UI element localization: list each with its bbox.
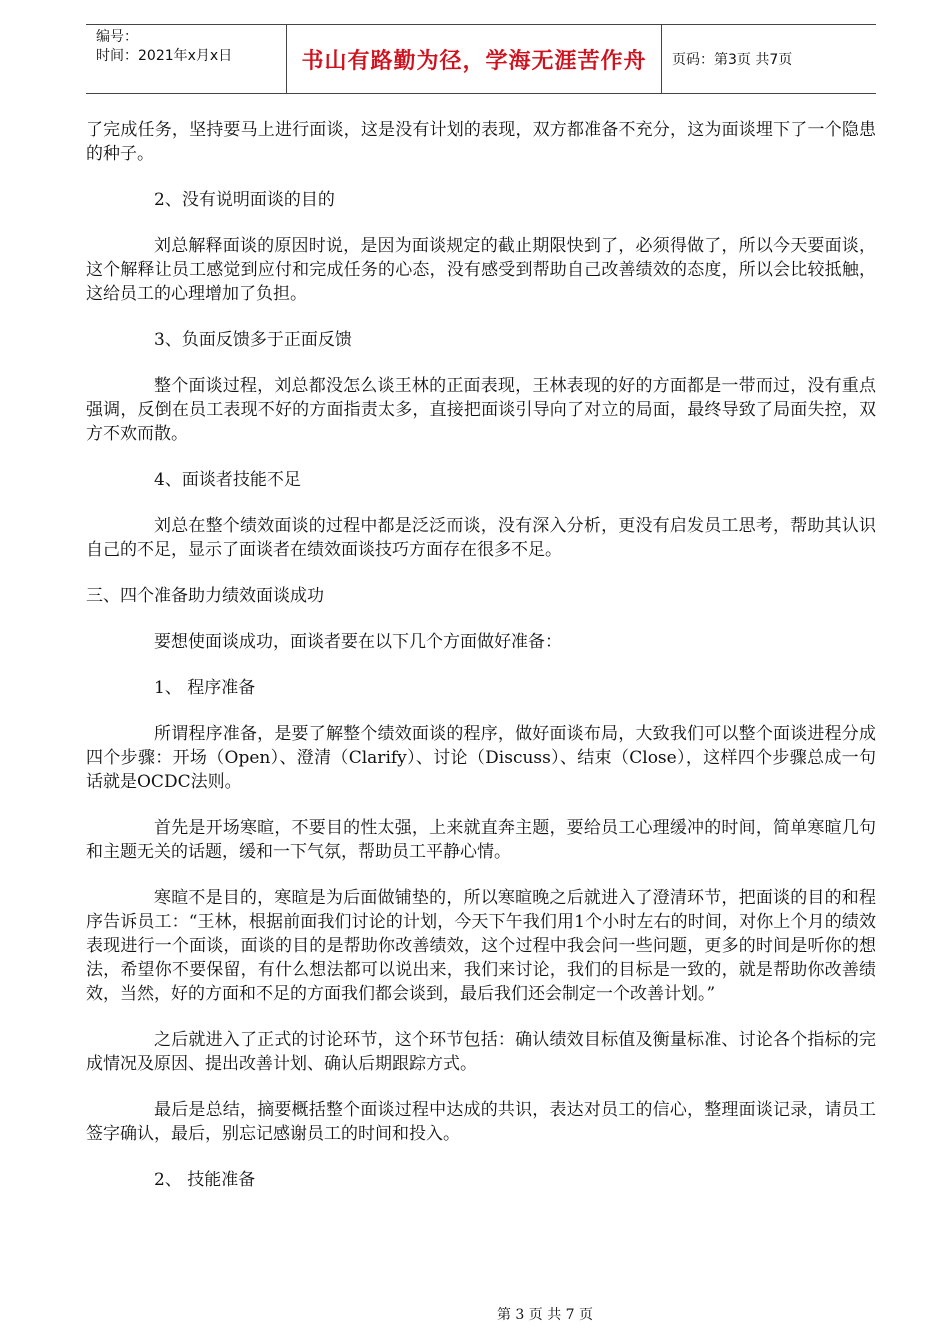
paragraph: 刘总在整个绩效面谈的过程中都是泛泛而谈，没有深入分析，更没有启发员工思考，帮助其认识自己的不足，显示了面谈者在绩效面谈技巧方面存在很多不足。	[86, 516, 876, 560]
document-body	[86, 118, 876, 1214]
header-motto: 书山有路勤为径，学海无涯苦作舟	[286, 25, 662, 93]
header-page-number: 页码：第3页 共7页	[672, 52, 793, 68]
section-heading: 2、 技能准备	[154, 1170, 256, 1190]
section-heading: 1、 程序准备	[154, 678, 256, 698]
footer-page-number: 第 3 页 共 7 页	[496, 1307, 594, 1323]
section-heading: 2、没有说明面谈的目的	[154, 190, 335, 210]
chapter-heading: 三、四个准备助力绩效面谈成功	[86, 586, 324, 606]
paragraph: 要想使面谈成功，面谈者要在以下几个方面做好准备：	[154, 632, 562, 652]
paragraph: 所谓程序准备，是要了解整个绩效面谈的程序，做好面谈布局，大致我们可以整个面谈进程分成四个步骤：开场（Open）、澄清（Clarify）、讨论（Discuss）、结束（Close），这样四个步骤总成一句话就是OCDC法则。	[86, 724, 876, 792]
page-header	[86, 24, 876, 94]
paragraph: 最后是总结，摘要概括整个面谈过程中达成的共识，表达对员工的信心，整理面谈记录，请员工签字确认，最后，别忘记感谢员工的时间和投入。	[86, 1100, 876, 1144]
paragraph: 了完成任务，坚持要马上进行面谈，这是没有计划的表现，双方都准备不充分，这为面谈埋下了一个隐患的种子。	[86, 120, 876, 164]
paragraph: 整个面谈过程，刘总都没怎么谈王林的正面表现，王林表现的好的方面都是一带而过，没有重点强调，反倒在员工表现不好的方面指责太多，直接把面谈引导向了对立的局面，最终导致了局面失控，双方不欢而散。	[86, 376, 876, 444]
paragraph: 寒暄不是目的，寒暄是为后面做铺垫的，所以寒暄晚之后就进入了澄清环节，把面谈的目的和程序告诉员工：“王林，根据前面我们讨论的计划，今天下午我们用1个小时左右的时间，对你上个月的绩效表现进行一个面谈，面谈的目的是帮助你改善绩效，这个过程中我会问一些问题，更多的时间是听你的想法，希望你不要保留，有什么想法都可以说出来，我们来讨论，我们的目标是一致的，就是帮助你改善绩效，当然，好的方面和不足的方面我们都会谈到，最后我们还会制定一个改善计划。”	[86, 888, 876, 1004]
page-footer	[0, 1304, 950, 1324]
paragraph: 之后就进入了正式的讨论环节，这个环节包括：确认绩效目标值及衡量标准、讨论各个指标的完成情况及原因、提出改善计划、确认后期跟踪方式。	[86, 1030, 876, 1074]
header-info	[86, 25, 286, 93]
paragraph: 首先是开场寒暄，不要目的性太强，上来就直奔主题，要给员工心理缓冲的时间，简单寒暄几句和主题无关的话题，缓和一下气氛，帮助员工平静心情。	[86, 818, 876, 862]
document-time-label: 时间：2021年x月x日	[96, 48, 233, 64]
paragraph: 刘总解释面谈的原因时说，是因为面谈规定的截止期限快到了，必须得做了，所以今天要面谈，这个解释让员工感觉到应付和完成任务的心态，没有感受到帮助自己改善绩效的态度，所以会比较抵触，这给员工的心理增加了负担。	[86, 236, 876, 304]
section-heading: 3、负面反馈多于正面反馈	[154, 330, 352, 350]
section-heading: 4、面谈者技能不足	[154, 470, 301, 490]
document-number-label: 编号：	[96, 29, 138, 45]
